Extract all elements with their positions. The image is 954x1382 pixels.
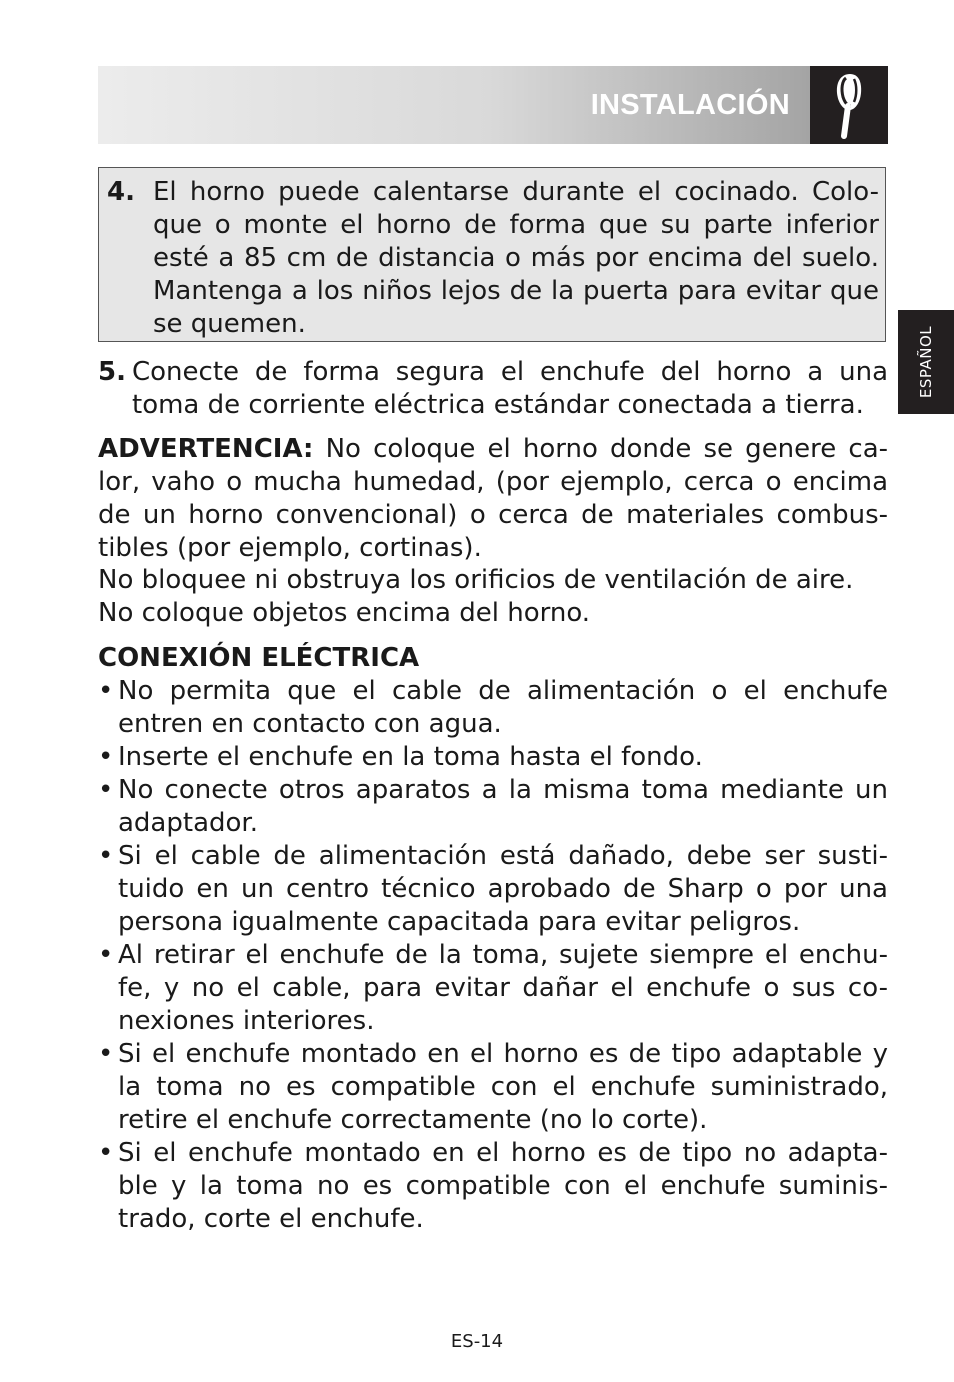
section-title: INSTALACIÓN	[590, 89, 790, 121]
page-number: ES-14	[450, 1331, 504, 1352]
language-tab-label: ESPAÑOL	[917, 325, 935, 399]
list-item-text: Si el enchufe montado en el horno es de tipo no adapta-ble y la toma no es compatible con el enchufe suminis-trado, corte el enchufe.	[118, 1138, 888, 1234]
bullet-icon: •	[98, 1138, 114, 1168]
item-4-number: 4.	[107, 177, 135, 207]
list-item-text: Inserte el enchufe en la toma hasta el fondo.	[118, 742, 703, 772]
list-item	[98, 741, 888, 774]
list-item	[98, 1038, 888, 1137]
list-item	[98, 840, 888, 939]
bullet-icon: •	[98, 841, 114, 871]
list-item	[98, 1137, 888, 1236]
pointing-hand-icon	[810, 66, 888, 144]
language-tab	[898, 310, 954, 414]
header-icon-box	[810, 66, 888, 144]
bullet-icon: •	[98, 1039, 114, 1069]
item-4-text: El horno puede calentarse durante el cocinado. Colo-que o monte el horno de forma que su parte inferior esté a 85 cm de distancia o más por encima del suelo. Mantenga a los niños lejos de la puerta para evitar que se quemen.	[153, 177, 879, 339]
electrical-list	[98, 675, 888, 1236]
electrical-heading: CONEXIÓN ELÉCTRICA	[98, 643, 420, 673]
section-header-bar	[98, 66, 810, 144]
warning-paragraph	[98, 433, 888, 565]
item-5-number: 5.	[98, 357, 126, 387]
warning-extra-lines	[98, 564, 888, 630]
list-item-text: Si el enchufe montado en el horno es de tipo adaptable y la toma no es compatible con el enchufe suministrado, retire el enchufe correctamente (no lo corte).	[118, 1039, 888, 1135]
bullet-icon: •	[98, 742, 114, 772]
list-item	[98, 939, 888, 1038]
list-item	[98, 774, 888, 840]
list-item-text: No permita que el cable de alimentación o el enchufe entren en contacto con agua.	[118, 676, 888, 739]
warning-label: ADVERTENCIA:	[98, 434, 314, 464]
list-item-text: Si el cable de alimentación está dañado, debe ser susti-tuido en un centro técnico aprobado de Sharp o por una persona igualmente capacitada para evitar peligros.	[118, 841, 888, 937]
list-item-text: Al retirar el enchufe de la toma, sujete siempre el enchu-fe, y no el cable, para evitar dañar el enchufe o sus co-nexiones interiores.	[118, 940, 888, 1036]
warning-line-ventilation: No bloquee ni obstruya los orificios de ventilación de aire.	[98, 565, 854, 595]
bullet-icon: •	[98, 676, 114, 706]
warning-text: No coloque el horno donde se genere ca-lor, vaho o mucha humedad, (por ejemplo, cerca o encima de un horno convencional) o cerca de materiales combus-tibles (por ejemplo, cortinas).	[98, 434, 889, 563]
item-5-text: Conecte de forma segura el enchufe del horno a una toma de corriente eléctrica estándar conectada a tierra.	[132, 357, 888, 420]
item-4-box	[98, 167, 886, 342]
bullet-icon: •	[98, 940, 114, 970]
list-item	[98, 675, 888, 741]
list-item-text: No conecte otros aparatos a la misma toma mediante un adaptador.	[118, 775, 888, 838]
bullet-icon: •	[98, 775, 114, 805]
warning-line-objects: No coloque objetos encima del horno.	[98, 598, 591, 628]
